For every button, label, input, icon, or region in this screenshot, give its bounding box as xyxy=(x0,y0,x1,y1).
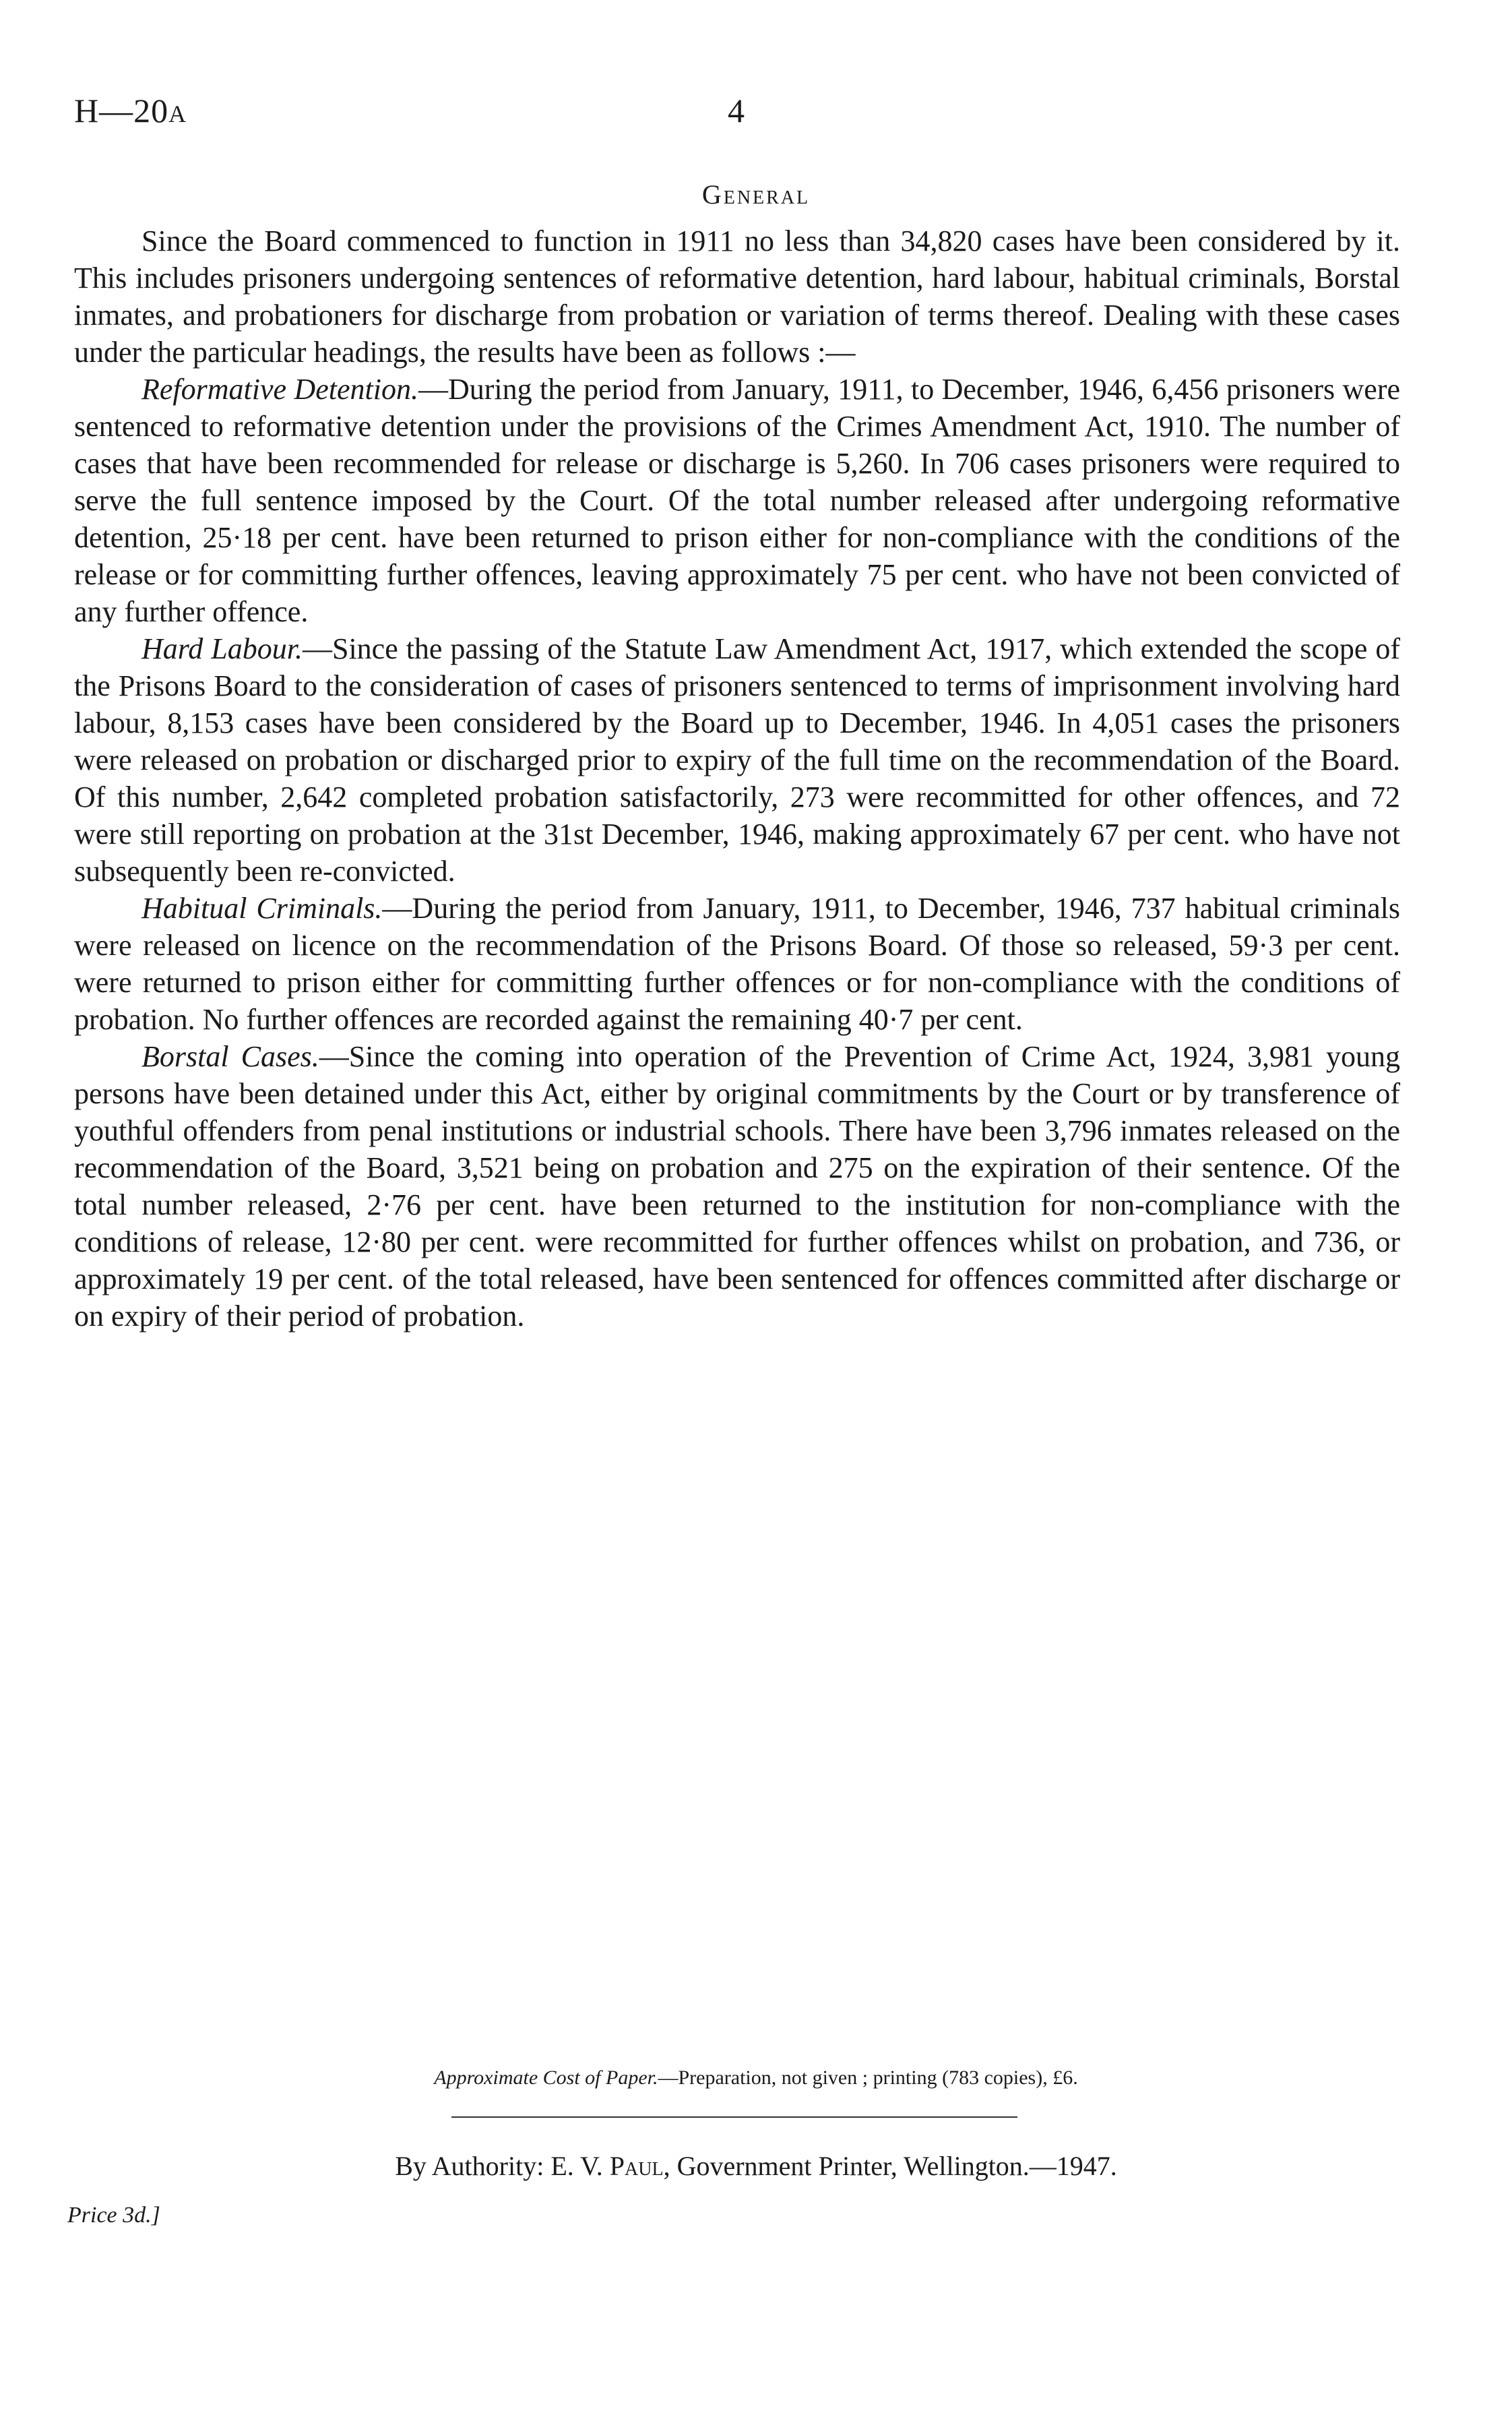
paragraph-heading: Habitual Criminals. xyxy=(141,892,383,925)
paragraph-text: —During the period from January, 1911, to December, 1946, 737 habitual criminals were released on licence on the recommendation of the Prisons Board. Of those so released, 59·3 per cent. were returned to prison either for committing further offences or for non-compliance with the conditions of probation. No further offences are recorded against the remaining 40·7 per cent. xyxy=(74,892,1400,1036)
paragraph-reformative-detention xyxy=(74,371,1400,630)
paragraph-heading: Reformative Detention. xyxy=(141,373,418,406)
paragraph-heading: Borstal Cases. xyxy=(141,1040,319,1073)
paragraph-heading: Hard Labour. xyxy=(141,632,303,665)
paragraph-text: —Since the passing of the Statute Law Amendment Act, 1917, which extended the scope of the Prisons Board to the consideration of cases of prisoners sentenced to terms of imprisonment involving hard labour, 8,153 cases have been considered by the Board up to December, 1946. In 4,051 cases the prisoners were released on probation or discharged prior to expiry of the full time on the recommendation of the Board. Of this number, 2,642 completed probation satisfactorily, 273 were recommitted for other offences, and 72 were still reporting on probation at the 31st December, 1946, making approximately 67 per cent. who have not subsequently been re-convicted. xyxy=(74,632,1400,888)
document-reference-suffix: A xyxy=(168,100,187,127)
printer-authority xyxy=(0,2150,1512,2182)
printer-name: Paul xyxy=(609,2151,664,2181)
document-reference xyxy=(74,91,187,130)
body-text xyxy=(74,222,1400,1335)
paragraph-text: —Since the coming into operation of the Prevention of Crime Act, 1924, 3,981 young persons have been detained under this Act, either by original commitments by the Court or by transference of youthful offenders from penal institutions or industrial schools. There have been 3,796 inmates released on the recommendation of the Board, 3,521 being on probation and 275 on the expiration of their sentence. Of the total number released, 2·76 per cent. have been returned to the institution for non-compliance with the conditions of release, 12·80 per cent. were recommitted for further offences whilst on probation, and 736, or approximately 19 per cent. of the total released, have been sentenced for offences committed after discharge or on expiry of their period of probation. xyxy=(74,1040,1400,1333)
cost-of-paper-text: —Preparation, not given ; printing (783 copies), £6. xyxy=(658,2067,1078,2089)
paragraph-intro-text: Since the Board commenced to function in 1911 no less than 34,820 cases have been considered by it. This includes prisoners undergoing sentences of reformative detention, hard labour, habitual criminals, Borstal inmates, and probationers for discharge from probation or variation of terms thereof. Dealing with these cases under the particular headings, the results have been as follows :— xyxy=(74,224,1400,369)
paragraph-hard-labour xyxy=(74,630,1400,890)
paragraph-habitual-criminals xyxy=(74,890,1400,1038)
section-title: General xyxy=(701,179,811,210)
paragraph-text: —During the period from January, 1911, to December, 1946, 6,456 prisoners were sentenced to reformative detention under the provisions of the Crimes Amendment Act, 1910. The number of cases that have been recommended for release or discharge is 5,260. In 706 cases prisoners were required to serve the full sentence imposed by the Court. Of the total number released after undergoing reformative detention, 25·18 per cent. have been returned to prison either for non-compliance with the conditions of the release or for committing further offences, leaving approximately 75 per cent. who have not been convicted of any further offence. xyxy=(74,373,1401,628)
authority-prefix: By Authority: E. V. xyxy=(395,2151,610,2181)
paragraph-borstal-cases xyxy=(74,1038,1400,1335)
authority-suffix: , Government Printer, Wellington.—1947. xyxy=(663,2151,1117,2181)
document-reference-prefix: H—20 xyxy=(74,92,169,129)
price-label: Price 3d.] xyxy=(67,2203,160,2228)
footer-divider xyxy=(451,2116,1017,2118)
cost-of-paper-note xyxy=(0,2067,1512,2089)
page-number: 4 xyxy=(728,92,745,129)
cost-of-paper-label: Approximate Cost of Paper. xyxy=(434,2067,658,2089)
paragraph-intro xyxy=(74,222,1400,371)
